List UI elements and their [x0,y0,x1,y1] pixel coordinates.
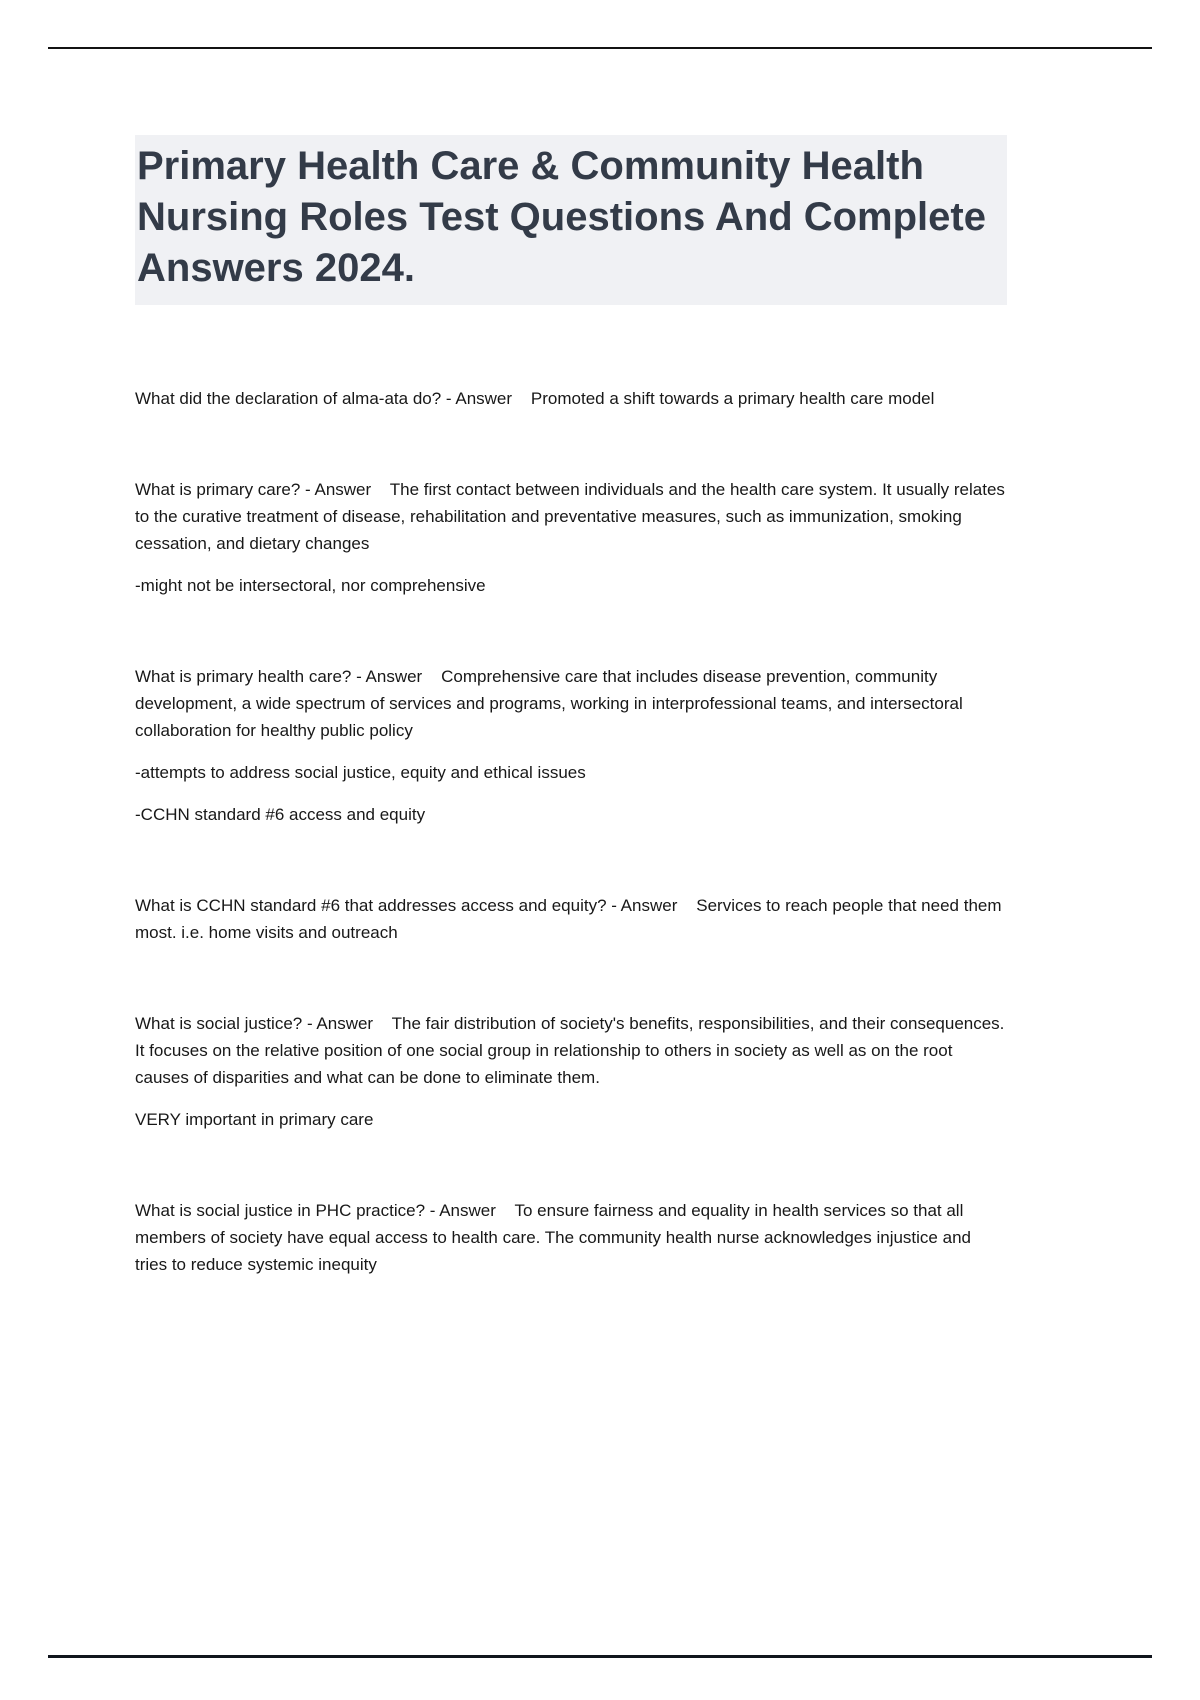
qa-block [135,476,1010,599]
qa-paragraph: What is primary health care? - Answer Comprehensive care that includes disease prevention, community development, a wide spectrum of services and programs, working in interprofessional teams, and intersectoral collaboration for healthy public policy [135,666,968,740]
bottom-rule [48,1655,1152,1658]
qa-paragraph: What is social justice? - Answer The fair distribution of society's benefits, responsibilities, and their consequences. It focuses on the relative position of one social group in relationship to others in society as well as on the root causes of disparities and what can be done to eliminate them. [135,1013,1010,1087]
document-title: Primary Health Care & Community Health Nursing Roles Test Questions And Complete Answers 2024. [135,135,1007,305]
qa-paragraph: What is primary care? - Answer The first contact between individuals and the health care system. It usually relates to the curative treatment of disease, rehabilitation and preventative measures, such as immunization, smoking cessation, and dietary changes [135,479,1010,553]
qa-paragraph: -CCHN standard #6 access and equity [135,804,426,824]
qa-paragraph: VERY important in primary care [135,1109,374,1129]
top-rule [48,47,1152,49]
qa-block [135,1197,1007,1278]
qa-paragraph: What is CCHN standard #6 that addresses access and equity? - Answer Services to reach people that need them most. i.e. home visits and outreach [135,895,1007,942]
qa-block [135,663,1007,828]
qa-paragraph: What is social justice in PHC practice? - Answer To ensure fairness and equality in health services so that all members of society have equal access to health care. The community health nurse acknowledges injustice and tries to reduce systemic inequity [135,1200,976,1274]
document-content [135,135,1010,1342]
qa-block [135,385,1007,412]
qa-list [135,385,1010,1278]
qa-paragraph: What did the declaration of alma-ata do? - Answer Promoted a shift towards a primary health care model [135,388,935,408]
qa-paragraph: -attempts to address social justice, equity and ethical issues [135,762,586,782]
qa-block [135,892,1007,946]
qa-paragraph: -might not be intersectoral, nor comprehensive [135,575,486,595]
qa-block [135,1010,1010,1133]
